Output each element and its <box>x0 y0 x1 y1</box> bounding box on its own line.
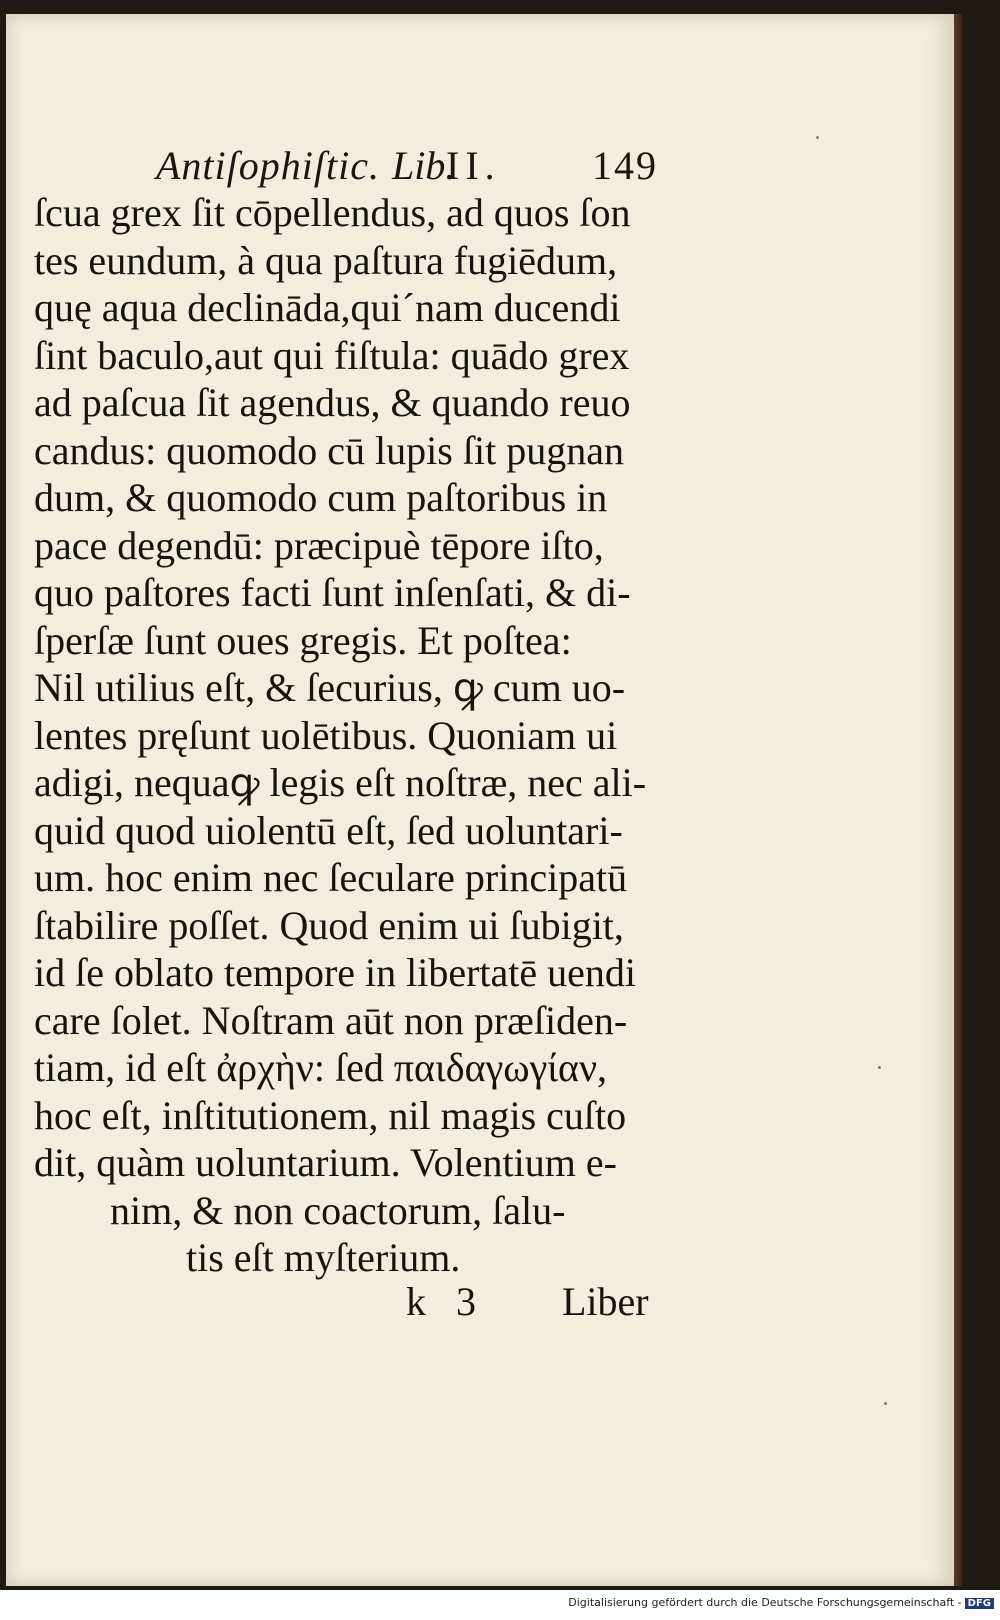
text-line: quid quod uiolentū eſt, ſed uoluntari- <box>34 807 623 853</box>
credit-text: Digitalisierung gefördert durch die Deutsche Forschungsgemeinschaft - <box>568 1596 962 1609</box>
book-page <box>6 14 954 1586</box>
text-line: Nil utilius eſt, & ſecurius, ꝙ cum uo- <box>34 665 626 710</box>
folio-number: 149 <box>592 143 658 188</box>
text-line: tis eſt myſterium. <box>186 1235 461 1280</box>
text-line: quo paſtores facti ſunt inſenſati, & di- <box>34 570 631 615</box>
digitization-credit <box>568 1596 994 1609</box>
text-line: candus: quomodo cū lupis ſit pugnan <box>34 427 624 473</box>
paper-speck <box>878 1066 881 1069</box>
running-head-title: Antiſophiſtic. <box>156 143 380 188</box>
running-head <box>6 142 954 190</box>
text-line: dum, & quomodo cum paſtoribus in <box>34 475 608 520</box>
paper-speck <box>816 136 819 139</box>
text-line: tes eundum, à qua paſtura fugiēdum, <box>34 237 618 283</box>
text-line: hoc eſt, inſtitutionem, nil magis cuſto <box>34 1092 627 1138</box>
text-line: adigi, nequaꝙ legis eſt noſtræ, nec ali- <box>34 760 647 805</box>
text-line: quę aqua declināda,qui´nam ducendi <box>34 285 621 330</box>
text-line: ſint baculo,aut qui fiſtula: quādo grex <box>34 332 630 378</box>
text-line: nim, & non coactorum, ſalu- <box>110 1187 566 1233</box>
text-line: pace degendū: præcipuè tēpore iſto, <box>34 522 604 568</box>
text-line: tiam, id eſt ἀρχὴν: ſed παιδαγωγίαν, <box>34 1045 608 1090</box>
paper-speck <box>884 1402 887 1405</box>
signature-mark: k 3 <box>406 1279 486 1324</box>
text-line: id ſe oblato tempore in libertatē uendi <box>34 950 637 995</box>
text-line: ſtabilire poſſet. Quod enim ui ſubigit, <box>34 902 624 948</box>
text-line: ſcua grex ſit cōpellendus, ad quos ſon <box>34 190 631 235</box>
dfg-logo-icon: DFG <box>965 1598 994 1609</box>
page-edge <box>954 14 962 1586</box>
text-line: um. hoc enim nec ſeculare principatū <box>34 855 628 900</box>
running-head-book: Lib. <box>392 143 456 188</box>
text-line: lentes pręſunt uolētibus. Quoniam ui <box>34 712 618 758</box>
text-line: care ſolet. Noſtram aūt non præſiden- <box>34 997 628 1043</box>
text-line: ad paſcua ſit agendus, & quando reuo <box>34 380 631 425</box>
text-line: dit, quàm uoluntarium. Volentium e- <box>34 1140 617 1185</box>
body-text <box>34 189 674 1282</box>
page-footer <box>6 1278 954 1328</box>
running-head-book-number: II. <box>446 143 501 188</box>
catchword: Liber <box>562 1279 649 1324</box>
text-line: ſperſæ ſunt oues gregis. Et poſtea: <box>34 617 572 663</box>
